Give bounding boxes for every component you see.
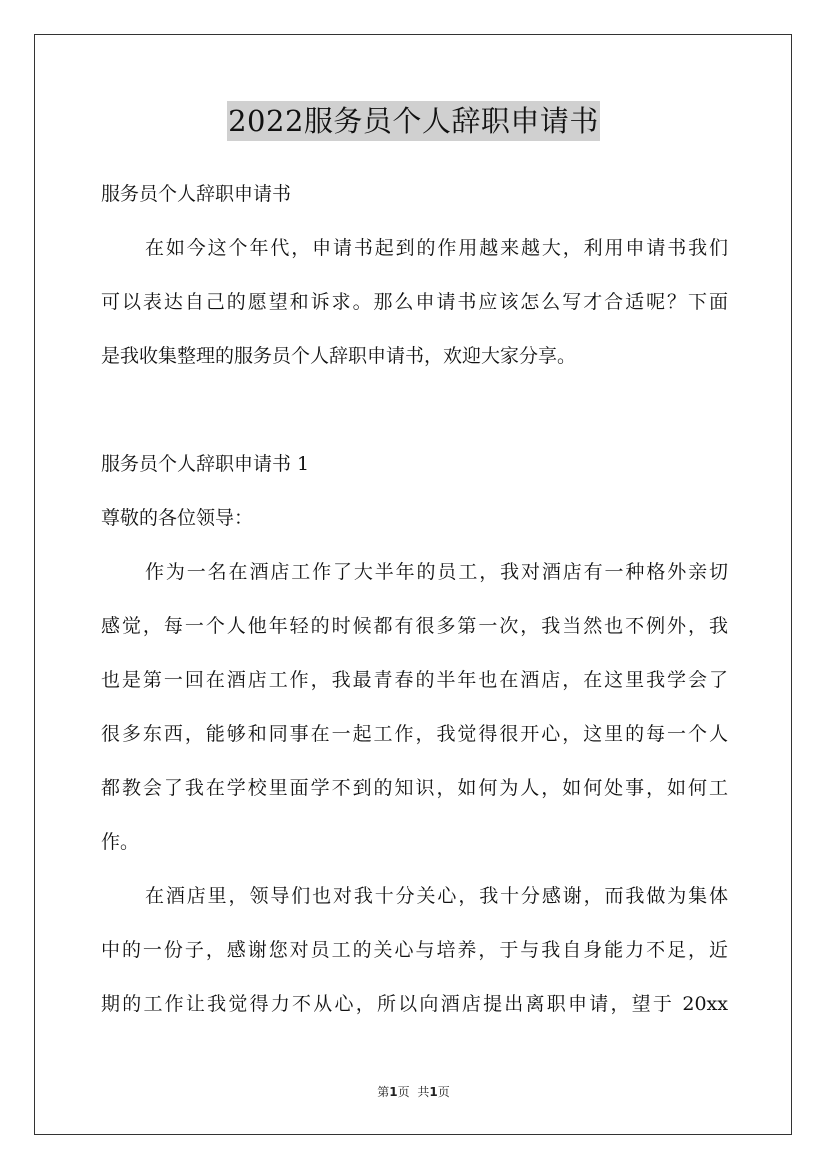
- salutation: 尊敬的各位领导：: [101, 507, 254, 529]
- page-label-suffix: 页: [397, 1085, 410, 1099]
- paragraph1-line-2: 感觉，每一个人他年轻的时候都有很多第一次，我当然也不例外，我: [101, 615, 728, 637]
- paragraph1-line-3: 也是第一回在酒店工作，我最青春的半年也在酒店，在这里我学会了: [101, 669, 728, 691]
- page-footer: [0, 1083, 827, 1101]
- total-label-suffix: 页: [437, 1085, 450, 1099]
- paragraph1-line-6: 作。: [101, 831, 140, 853]
- total-pages: 1: [429, 1085, 438, 1099]
- page-label-prefix: 第: [377, 1085, 390, 1099]
- total-label-prefix: 共: [417, 1085, 430, 1099]
- paragraph1-line-4: 很多东西，能够和同事在一起工作，我觉得很开心，这里的每一个人: [101, 723, 728, 745]
- paragraph2-line-1: 在酒店里，领导们也对我十分关心，我十分感谢，而我做为集体: [145, 885, 728, 907]
- subtitle: 服务员个人辞职申请书: [101, 183, 292, 205]
- page-number: 1: [389, 1085, 398, 1099]
- paragraph2-line-3: 期的工作让我觉得力不从心，所以向酒店提出离职申请，望于 20xx: [101, 993, 728, 1015]
- intro-line-2: 可以表达自己的愿望和诉求。那么申请书应该怎么写才合适呢？下面: [101, 291, 728, 313]
- intro-line-3: 是我收集整理的服务员个人辞职申请书，欢迎大家分享。: [101, 345, 577, 367]
- paragraph2-line-2: 中的一份子，感谢您对员工的关心与培养，于与我自身能力不足，近: [101, 939, 728, 961]
- intro-line-1: 在如今这个年代，申请书起到的作用越来越大，利用申请书我们: [145, 237, 728, 259]
- document-title: 2022服务员个人辞职申请书: [227, 101, 600, 141]
- paragraph1-line-1: 作为一名在酒店工作了大半年的员工，我对酒店有一种格外亲切: [145, 561, 728, 583]
- paragraph1-line-5: 都教会了我在学校里面学不到的知识，如何为人，如何处事，如何工: [101, 777, 728, 799]
- title-container: [0, 101, 827, 141]
- section-heading: 服务员个人辞职申请书 1: [101, 453, 310, 475]
